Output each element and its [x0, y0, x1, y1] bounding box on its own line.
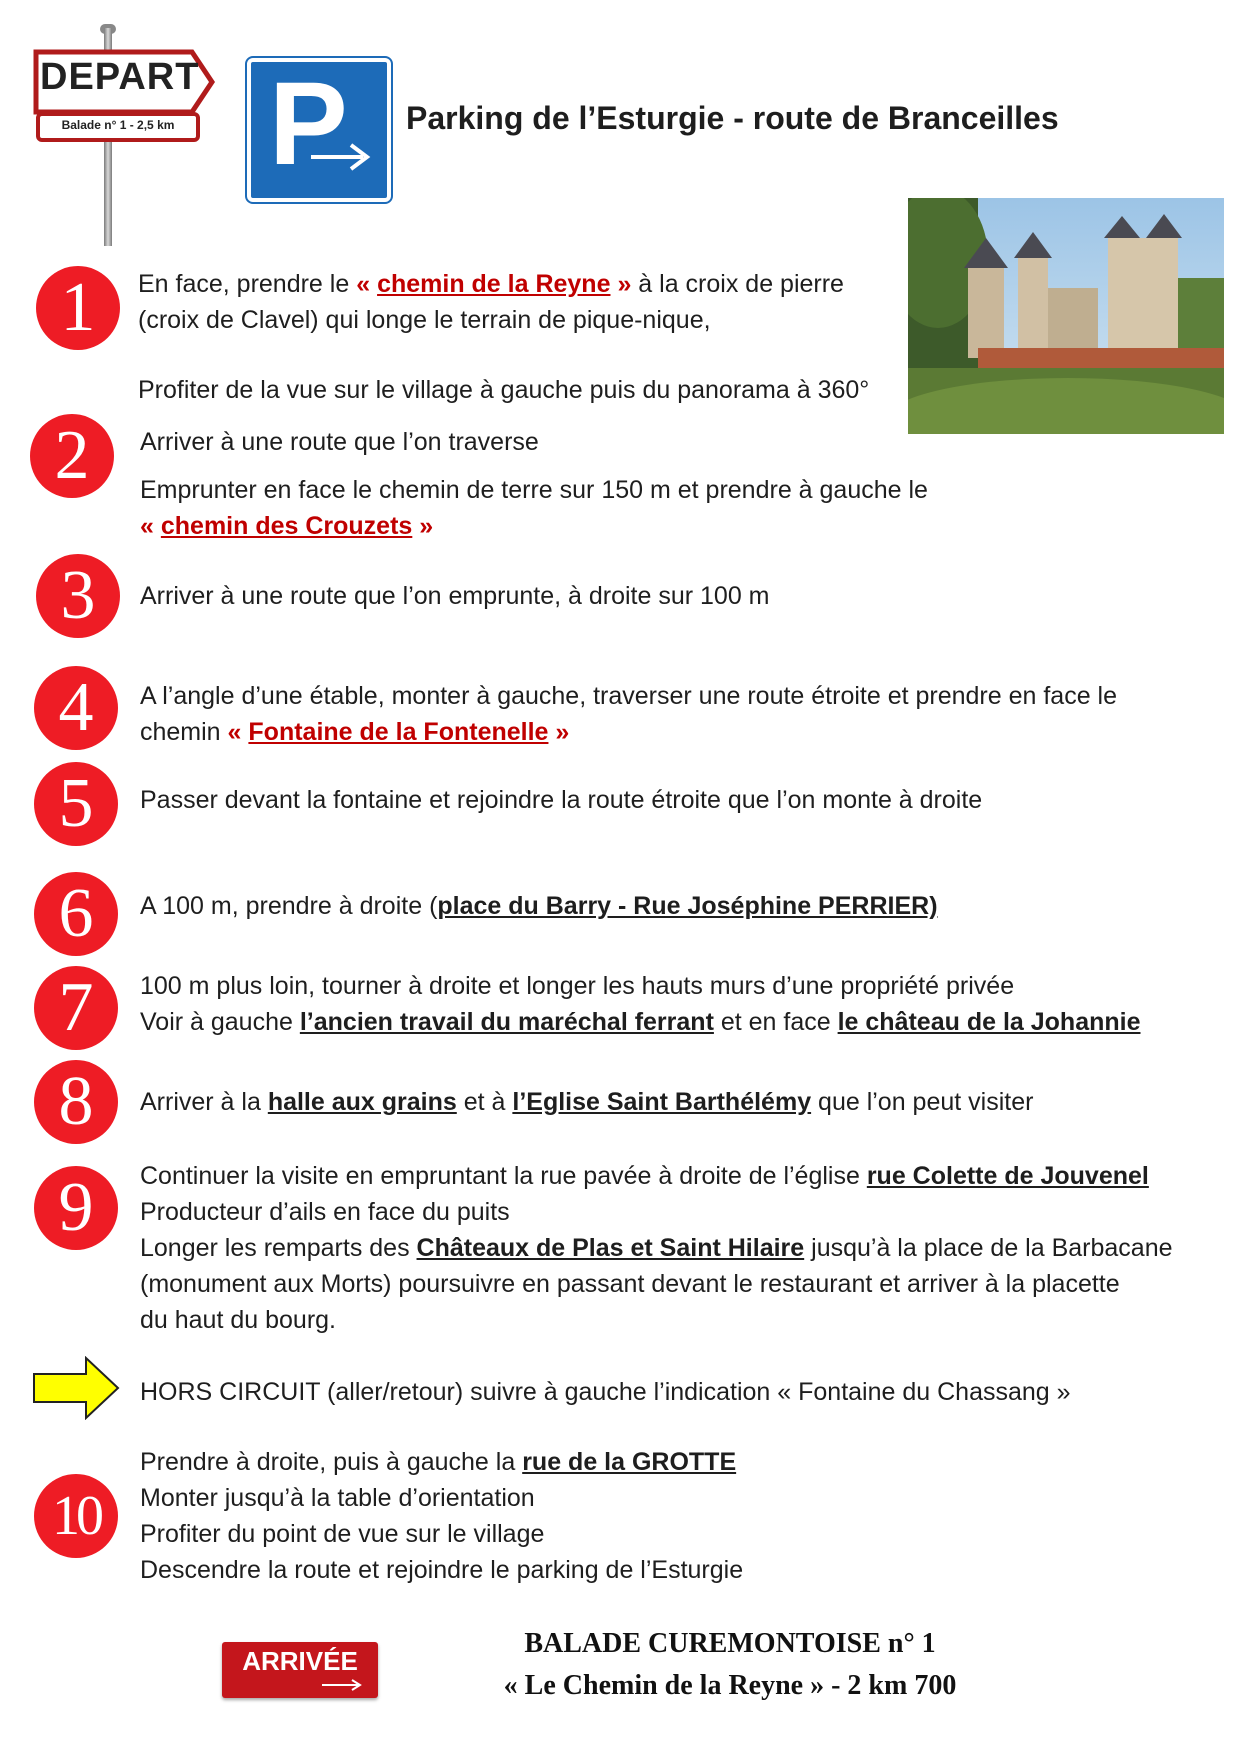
step-8-line-1 — [140, 1086, 1033, 1118]
step-9-badge: 9 — [34, 1166, 118, 1250]
step-8-text-mid: et à — [456, 1088, 513, 1116]
village-photo — [908, 198, 1224, 434]
step-4-link: Fontaine de la Fontenelle — [248, 718, 549, 746]
step-7-link-1: l’ancien travail du maréchal ferrant — [299, 1008, 714, 1036]
step-7-line-1: 100 m plus loin, tourner à droite et longer les hauts murs d’une propriété privée — [140, 972, 1015, 1000]
step-5-badge: 5 — [34, 762, 118, 846]
step-9-line-3 — [140, 1232, 1173, 1264]
step-4-badge: 4 — [34, 666, 118, 750]
parking-letter: P — [269, 58, 348, 190]
yellow-arrow-icon — [32, 1356, 120, 1420]
step-9-line-4: (monument aux Morts) poursuivre en passant devant le restaurant et arriver à la placette — [140, 1270, 1120, 1298]
step-8-link-1: halle aux grains — [267, 1088, 457, 1116]
step-2-line-3 — [140, 510, 433, 542]
step-8-text-end: que l’on peut visiter — [811, 1088, 1034, 1116]
step-9-link-1: rue Colette de Jouvenel — [866, 1162, 1149, 1190]
step-9-text-2: Longer les remparts des — [140, 1234, 417, 1262]
step-6-line-1 — [140, 890, 938, 922]
step-2-link: chemin des Crouzets — [160, 512, 413, 540]
step-2-badge: 2 — [30, 414, 114, 498]
step-5-line-1: Passer devant la fontaine et rejoindre la route étroite que l’on monte à droite — [140, 786, 983, 814]
arrivee-sign — [222, 1642, 378, 1698]
step-7-line-2 — [140, 1006, 1141, 1038]
depart-sign-label: DEPART — [40, 56, 200, 98]
quote-close: » — [610, 270, 632, 298]
step-7-text-mid: et en face — [713, 1008, 838, 1036]
step-1-text-end: à la croix de pierre — [631, 270, 844, 298]
step-6-badge: 6 — [34, 872, 118, 956]
step-1-badge: 1 — [36, 266, 120, 350]
step-4-line-2 — [140, 716, 569, 748]
step-9-text: Continuer la visite en empruntant la rue pavée à droite de l’église — [140, 1162, 867, 1190]
step-4-line-1: A l’angle d’une étable, monter à gauche, traverser une route étroite et prendre en face le — [140, 682, 1118, 710]
step-3-line-1: Arriver à une route que l’on emprunte, à droite sur 100 m — [140, 582, 770, 610]
step-1-line-1 — [138, 268, 844, 300]
step-2-line-2: Emprunter en face le chemin de terre sur 150 m et prendre à gauche le — [140, 476, 928, 504]
quote-close: » — [548, 718, 570, 746]
step-8-badge: 8 — [34, 1060, 118, 1144]
step-7-text: Voir à gauche — [140, 1008, 300, 1036]
step-4-text: chemin — [140, 718, 228, 746]
right-arrow-icon — [309, 142, 373, 172]
step-9-line-1 — [140, 1160, 1149, 1192]
step-10-badge: 10 — [34, 1474, 118, 1558]
footer-subtitle: « Le Chemin de la Reyne » - 2 km 700 — [503, 1670, 957, 1701]
step-6-text: A 100 m, prendre à droite ( — [140, 892, 438, 920]
depart-sign-sublabel: Balade n° 1 - 2,5 km — [61, 118, 175, 132]
step-8-link-2: l’Eglise Saint Barthélémy — [512, 1088, 812, 1116]
step-9-text-3: jusqu’à la place de la Barbacane — [804, 1234, 1173, 1262]
step-10-line-3: Profiter du point de vue sur le village — [140, 1520, 545, 1548]
step-9-line-2: Producteur d’ails en face du puits — [140, 1198, 510, 1226]
step-1-text: En face, prendre le — [138, 270, 357, 298]
step-3-badge: 3 — [36, 554, 120, 638]
step-10-line-2: Monter jusqu’à la table d’orientation — [140, 1484, 535, 1512]
right-arrow-icon — [322, 1678, 366, 1692]
parking-sign-icon — [247, 58, 391, 202]
step-9-link-2: Châteaux de Plas et Saint Hilaire — [416, 1234, 805, 1262]
quote-close: » — [412, 512, 434, 540]
step-10-line-1 — [140, 1446, 736, 1478]
step-9-line-5: du haut du bourg. — [140, 1306, 336, 1334]
detour-text: HORS CIRCUIT (aller/retour) suivre à gauche l’indication « Fontaine du Chassang » — [140, 1378, 1071, 1406]
step-8-text: Arriver à la — [140, 1088, 268, 1116]
page-title: Parking de l’Esturgie - route de Branceilles — [406, 100, 1059, 136]
step-1-line-2: (croix de Clavel) qui longe le terrain de pique-nique, — [138, 306, 711, 334]
step-10-link: rue de la GROTTE — [522, 1448, 737, 1476]
step-7-link-2: le château de la Johannie — [837, 1008, 1141, 1036]
step-2-line-1: Arriver à une route que l’on traverse — [140, 428, 539, 456]
quote-open: « — [356, 270, 378, 298]
step-10-text: Prendre à droite, puis à gauche la — [140, 1448, 523, 1476]
arrivee-label: ARRIVÉE — [242, 1646, 358, 1676]
step-1-line-3: Profiter de la vue sur le village à gauche puis du panorama à 360° — [138, 376, 870, 404]
step-7-badge: 7 — [34, 966, 118, 1050]
step-1-link: chemin de la Reyne — [377, 270, 611, 298]
step-10-line-4: Descendre la route et rejoindre le parking de l’Esturgie — [140, 1556, 744, 1584]
step-6-link: place du Barry - Rue Joséphine PERRIER) — [437, 892, 938, 920]
quote-open: « — [140, 512, 161, 540]
footer-title: BALADE CUREMONTOISE n° 1 — [524, 1628, 936, 1659]
quote-open: « — [227, 718, 249, 746]
